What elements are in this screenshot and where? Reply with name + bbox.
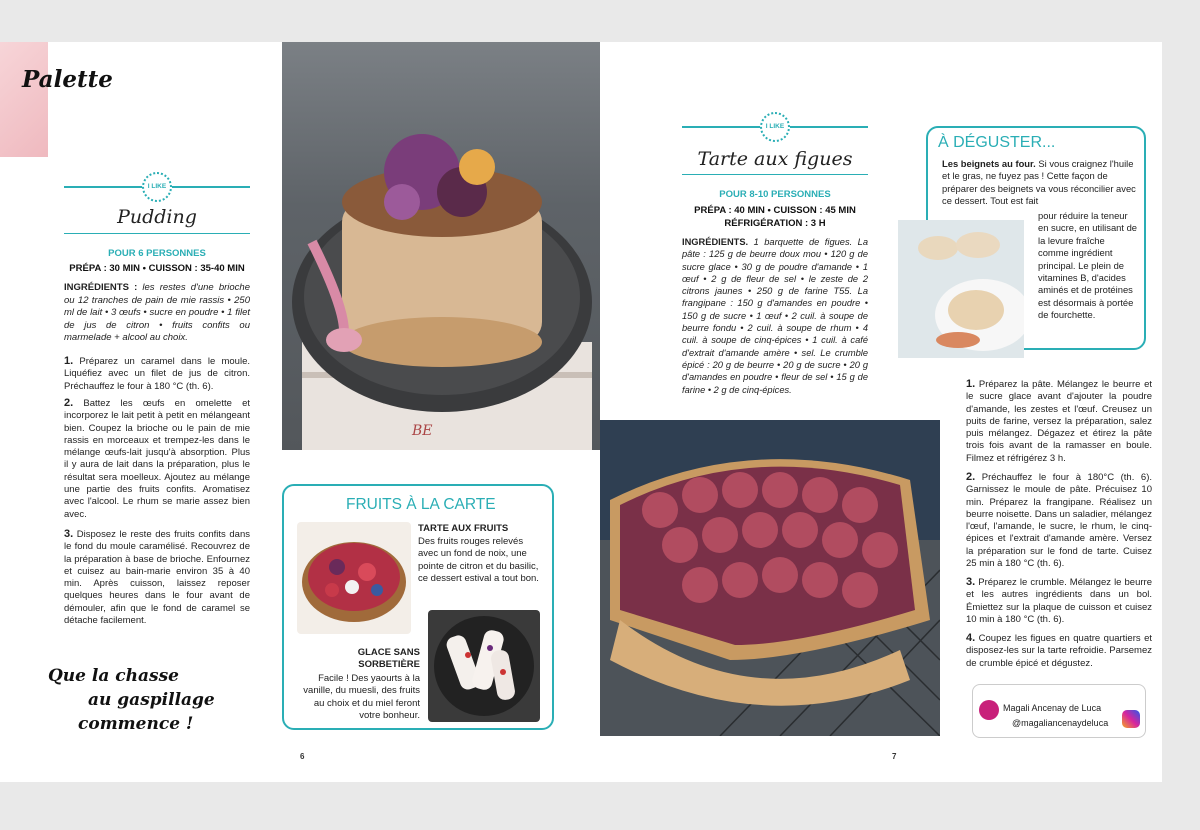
fruit-tart-photo [297,522,411,634]
step-right-2: 2. Préchauffez le four à 180°C (th. 6). Garnissez le moule de pâte. Précuisez 10 min. Préparez la frangipane. Réalisez un beurre noisette. Dans un saladier, mélangez l'œuf, l'amande, le sucre, le rhum, le cinq-épices et l'extrait d'amande amère. Versez la préparation sur le fond de tarte. Cuisez 25 min à 180 °C (th. 6). [966,471,1152,570]
item2-title: GLACE SANS SORBETIÈRE [357,647,420,671]
ilike-badge-right: I LIKE [760,112,790,142]
deguster-text-top: Les beignets au four. Si vous craignez l'huile et le gras, ne fuyez pas ! Cette façon de préparer des beignets va vous réconcilier avec ce dessert. Tout est fait [942,158,1136,207]
deguster-box-title: À DÉGUSTER... [938,134,1056,151]
fig-tart-illustration [600,420,940,736]
deguster-text-side: pour réduire la teneur en sucre, en utilisant de la levure fraîche comme ingrédient principal. Le plein de vitamines B, d'acides aminés et de protéines est désormais à portée de fourchette. [1038,210,1138,321]
step-1: 1. Préparez un caramel dans le moule. Liquéfiez avec un filet de jus de citron. Préchauffez le four à 180 °C (th. 6). [64,355,250,392]
ilike-badge: I LIKE [142,172,172,202]
flower-logo-icon [979,700,999,720]
times-right-1: PRÉPA : 40 MIN • CUISSON : 45 MIN [694,205,856,216]
item2-text: Facile ! Des yaourts à la vanille, du muesli, des fruits au choix et du miel feront votre bonheur. [303,673,420,722]
fruit-tart-illustration [297,522,411,634]
pudding-photo-illustration [282,42,600,450]
popsicle-illustration [428,610,540,722]
pudding-photo [282,42,600,450]
step-3: 3. Disposez le reste des fruits confits dans le fond du moule caramélisé. Recouvrez de la préparation à base de brioche. Enfournez et cuisez au bain-marie environ 35 à 40 min. Après cuisson, laissez reposer quelques heures dans le four avant de démouler, afin que le fond de caramel se détache facilement. [64,528,250,627]
times-right-2: RÉFRIGÉRATION : 3 H [724,218,826,229]
step-2: 2. Battez les œufs en omelette et incorporez le lait petit à petit en mélangeant bien. Coupez la brioche ou le pain de mie rassis en morceaux et trempez-les dans le mélange œufs-lait jusqu'à absorption. Plus il y aura de lait dans la préparation, plus le résultat sera moelleux. Ajoutez au mélange une partie des fruits confits. Aromatisez avec l'alcool. Le rhum se marie assez bien avec. [64,397,250,520]
ilike-header-right [682,112,868,142]
fruits-box-title: FRUITS À LA CARTE [346,496,496,513]
times: PRÉPA : 30 MIN • CUISSON : 35-40 MIN [69,263,245,274]
svg-text:BE: BE [412,423,433,439]
page-number-right: 7 [892,752,897,761]
step-right-1: 1. Préparez la pâte. Mélangez le beurre et le sucre glace avant d'ajouter la poudre d'amande, les zestes et l'œuf. Creusez un puits de farine, versez la préparation, salez puis mélangez. Dégazez et étirez la pâte trois fois avant de la ramasser en boule. Filmez et réfrigérez 3 h. [966,378,1152,464]
recipe-title-right: Tarte aux figues [697,148,853,170]
section-title: Palette [22,66,113,93]
step-right-4: 4. Coupez les figues en quatre quartiers et disposez-les sur la tarte refroidie. Parsemez de crumble épicé et dégustez. [966,632,1152,669]
ingredients-right: INGRÉDIENTS. 1 barquette de figues. La pâte : 125 g de beurre doux mou • 120 g de sucre glace • 30 g de poudre d'amande • 1 œuf • 2 g de fleur de sel • le zeste de 2 citrons jaunes • 250 g de farine T55. La frangipane : 150 g d'amandes en poudre • 150 g de sucre • 1 œuf • 2 cuil. à soupe de beurre fondu • 2 cuil. à soupe de rhum • 4 cuil. à soupe de cinq-épices • 1 cuil. à café d'extrait d'amande amère • sel. Le crumble épicé : 20 g de beurre • 20 g de sucre • 20 g d'amandes en poudre • fleur de sel • 15 g de farine • 2 g de cinq-épices. [682,237,868,395]
author-name: Magali Ancenay de Luca [1003,703,1102,713]
item1-text: Des fruits rouges relevés avec un fond de noix, une pointe de citron et du basilic, ce dessert estival a tout bon. [418,536,539,585]
quote: Que la chasse au gaspillage commence ! [48,666,215,734]
item1-title: TARTE AUX FRUITS [418,523,509,534]
beignets-photo [898,220,1024,358]
ingredients: INGRÉDIENTS : les restes d'une brioche ou 12 tranches de pain de mie rassis • 250 ml de lait • 3 œufs • sucre en poudre • 1 filet de jus de citron • fruits confits ou marmelade + alcool au choix. [64,282,250,344]
ilike-header [64,172,250,202]
popsicle-photo [428,610,540,722]
servings: POUR 6 PERSONNES [108,248,206,259]
pink-corner-decoration [0,42,48,157]
author-handle[interactable]: @magaliancenaydeluca [1012,718,1109,728]
page-number-left: 6 [300,752,305,761]
step-right-3: 3. Préparez le crumble. Mélangez le beurre et les autres ingrédients dans un bol. Émiettez sur la plaque de cuisson et cuisez 10 min à 180 °C (th. 6). [966,576,1152,625]
instagram-icon[interactable] [1122,710,1140,728]
fig-tart-photo [600,420,940,736]
recipe-title: Pudding [117,206,197,228]
servings-right: POUR 8-10 PERSONNES [719,189,831,200]
beignets-illustration [898,220,1024,358]
